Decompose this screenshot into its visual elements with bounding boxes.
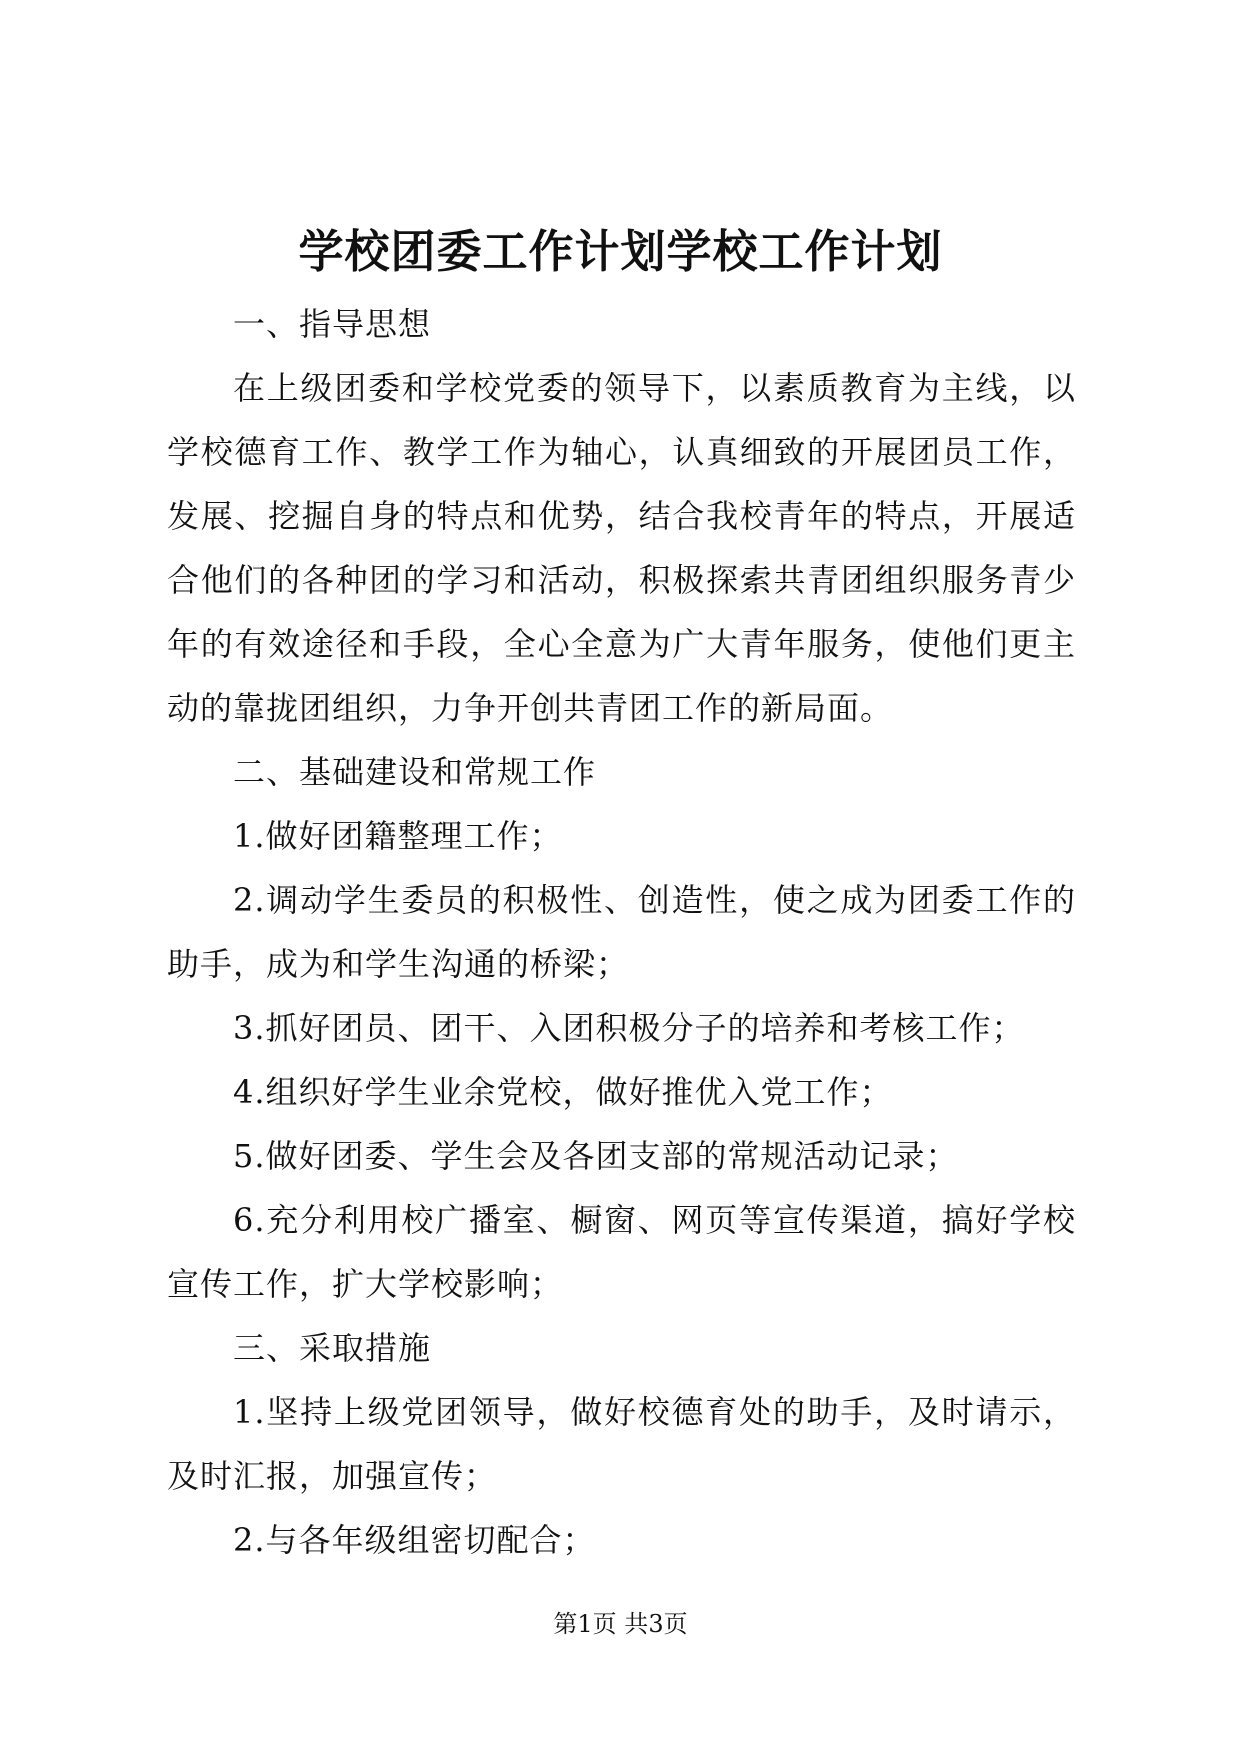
page-prefix: 第 [553,1610,578,1638]
document-body [167,292,1076,1572]
list-item: 6.充分利用校广播室、橱窗、网页等宣传渠道，搞好学校宣传工作，扩大学校影响； [167,1201,1076,1303]
section-heading-guiding-thought: 一、指导思想 [233,305,432,343]
page-suffix: 页 [663,1610,688,1638]
list-item: 2.调动学生委员的积极性、创造性，使之成为团委工作的助手，成为和学生沟通的桥梁； [167,881,1076,983]
page-mid: 页 共 [592,1610,649,1638]
list-item: 1.坚持上级党团领导，做好校德育处的助手，及时请示，及时汇报，加强宣传； [167,1393,1076,1495]
paragraph-guiding-thought: 在上级团委和学校党委的领导下，以素质教育为主线，以学校德育工作、教学工作为轴心，认真细致的开展团员工作，发展、挖掘自身的特点和优势，结合我校青年的特点，开展适合他们的各种团的学习和活动，积极探索共青团组织服务青少年的有效途径和手段，全心全意为广大青年服务，使他们更主动的靠拢团组织，力争开创共青团工作的新局面。 [167,369,1076,727]
list-item: 4.组织好学生业余党校，做好推优入党工作； [233,1073,893,1111]
section-heading-measures: 三、采取措施 [233,1329,432,1367]
page-total: 3 [648,1610,664,1638]
page-number-footer [0,1607,1241,1641]
page-current: 1 [577,1610,593,1638]
list-item: 3.抓好团员、团干、入团积极分子的培养和考核工作； [233,1009,1025,1047]
document-title: 学校团委工作计划学校工作计划 [298,225,943,278]
section-heading-basic-construction: 二、基础建设和常规工作 [233,753,597,791]
list-item: 5.做好团委、学生会及各团支部的常规活动记录； [233,1137,959,1175]
list-item: 2.与各年级组密切配合； [233,1521,596,1559]
list-item: 1.做好团籍整理工作； [233,817,563,855]
